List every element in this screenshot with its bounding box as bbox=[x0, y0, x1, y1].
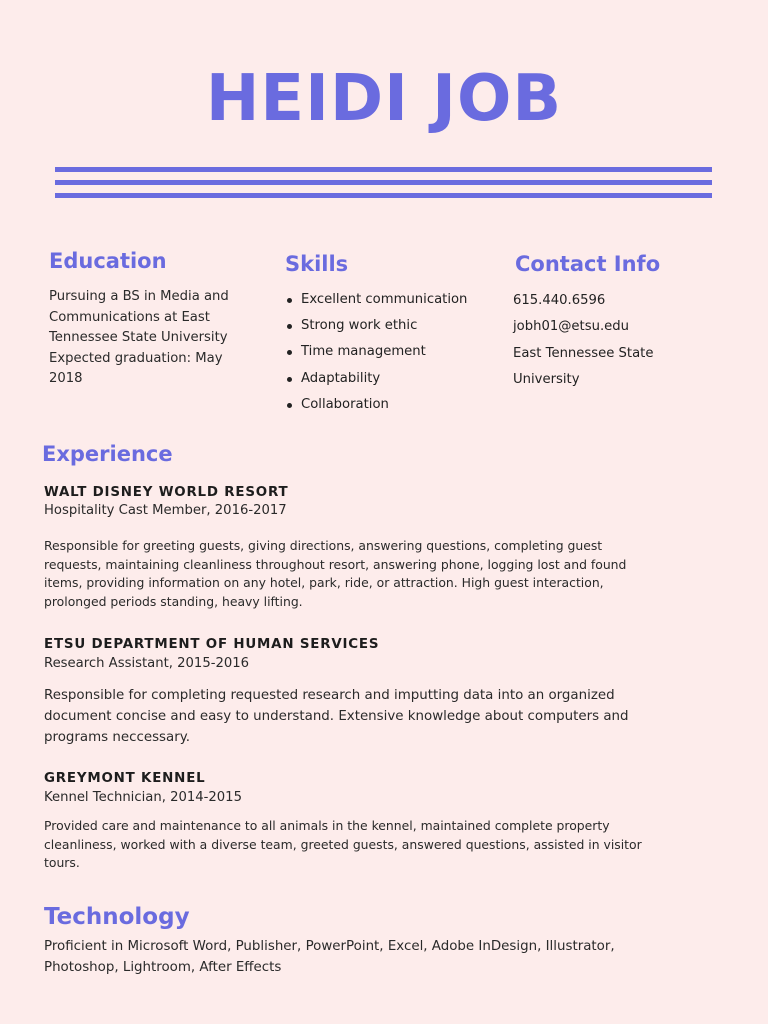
technology-line: Photoshop, Lightroom, After Effects bbox=[44, 959, 282, 975]
contact-heading: Contact Info bbox=[515, 252, 661, 276]
job-description bbox=[44, 817, 664, 873]
education-line: 2018 bbox=[49, 371, 83, 387]
job-description bbox=[44, 685, 664, 748]
skill-item: Time management bbox=[286, 342, 467, 368]
skills-heading: Skills bbox=[285, 252, 349, 276]
header-divider-line bbox=[55, 180, 712, 185]
job-employer: ETSU DEPARTMENT OF HUMAN SERVICES bbox=[44, 637, 380, 652]
education-line: Tennessee State University bbox=[49, 330, 228, 346]
technology-heading: Technology bbox=[44, 904, 190, 930]
technology-text bbox=[44, 937, 684, 978]
education-line: Expected graduation: May bbox=[49, 350, 223, 366]
job-description bbox=[44, 537, 664, 611]
skill-item: Excellent communication bbox=[286, 290, 467, 316]
job-description-line: Responsible for greeting guests, giving directions, answering questions, completing guest bbox=[44, 538, 603, 553]
education-line: Communications at East bbox=[49, 309, 210, 325]
job-role: Hospitality Cast Member, 2016-2017 bbox=[44, 503, 287, 518]
resume-name: HEIDI JOB bbox=[205, 62, 563, 136]
education-text bbox=[49, 287, 229, 390]
skill-item: Adaptability bbox=[286, 369, 467, 395]
job-description-line: prolonged periods standing, heavy lifting. bbox=[44, 593, 303, 609]
job-description-line: cleanliness, worked with a diverse team, greeted guests, answered questions, assisted in visitor bbox=[44, 836, 642, 852]
job-description-line: items, providing information on any hotel, park, ride, or attraction. High guest interaction, bbox=[44, 575, 604, 591]
education-heading: Education bbox=[49, 249, 167, 273]
header-divider-line bbox=[55, 193, 712, 198]
contact-email: jobh01@etsu.edu bbox=[513, 319, 629, 335]
job-description-line: requests, maintaining cleanliness throughout resort, answering phone, logging lost and found bbox=[44, 556, 627, 572]
technology-line: Proficient in Microsoft Word, Publisher, PowerPoint, Excel, Adobe InDesign, Illustrator, bbox=[44, 939, 615, 954]
contact-address-line: University bbox=[513, 371, 580, 387]
job-description-line: document concise and easy to understand. Extensive knowledge about computers and bbox=[44, 709, 629, 724]
header-divider-line bbox=[55, 167, 712, 172]
job-employer: GREYMONT KENNEL bbox=[44, 771, 206, 786]
job-description-line: tours. bbox=[44, 855, 80, 871]
education-line: Pursuing a BS in Media and bbox=[49, 289, 229, 304]
contact-info bbox=[513, 291, 653, 396]
job-description-line: Responsible for completing requested research and imputting data into an organized bbox=[44, 688, 615, 703]
job-role: Kennel Technician, 2014-2015 bbox=[44, 790, 242, 805]
skills-list bbox=[286, 290, 467, 421]
skill-item: Strong work ethic bbox=[286, 316, 467, 342]
job-description-line: Provided care and maintenance to all animals in the kennel, maintained complete property bbox=[44, 818, 610, 833]
contact-address-line: East Tennessee State bbox=[513, 345, 654, 361]
experience-heading: Experience bbox=[42, 442, 173, 466]
skill-item: Collaboration bbox=[286, 395, 467, 421]
job-employer: WALT DISNEY WORLD RESORT bbox=[44, 485, 289, 500]
job-role: Research Assistant, 2015-2016 bbox=[44, 656, 250, 671]
contact-phone: 615.440.6596 bbox=[513, 293, 606, 308]
job-description-line: programs neccessary. bbox=[44, 730, 191, 745]
